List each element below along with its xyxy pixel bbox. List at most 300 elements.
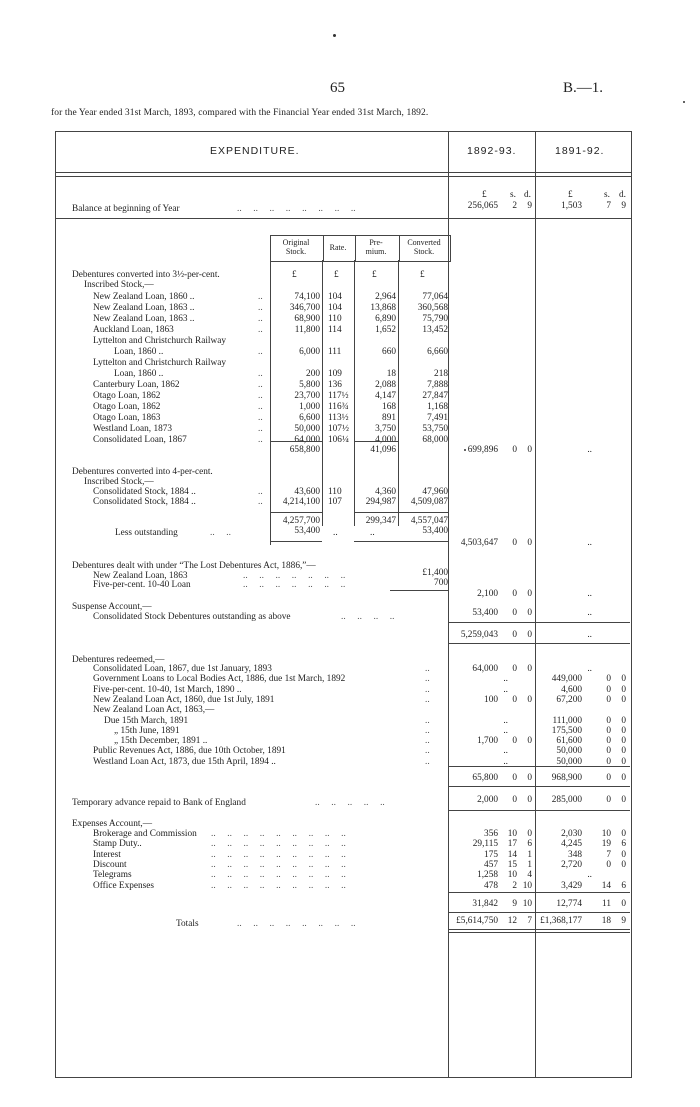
premium-header: mium. bbox=[365, 247, 387, 256]
redeemed-row-label: Consolidated Loan, 1867, due 1st January, 1893 bbox=[93, 664, 272, 674]
sec3-amount-pence: 0 bbox=[527, 589, 532, 599]
redeemed-1892-93-pounds: 100 bbox=[484, 694, 498, 705]
sec1-row-converted: 27,847 bbox=[422, 391, 448, 401]
section-subtitle: Inscribed Stock,— bbox=[84, 280, 154, 290]
expense-row-label: Telegrams bbox=[93, 870, 132, 881]
redeemed-row-label: New Zealand Loan Act, 1863,— bbox=[93, 705, 215, 716]
sec2-total-converted: 4,557,047 bbox=[410, 516, 448, 526]
expenditure-heading: EXPENDITURE. bbox=[210, 145, 300, 157]
suspense-1891-92: .. bbox=[587, 608, 592, 618]
ink-mark bbox=[683, 101, 685, 103]
redeemed-1891-92-pounds: 449,000 bbox=[551, 674, 582, 685]
expense-row-label: Discount bbox=[93, 859, 127, 870]
expense-1892-93-pounds: 29,115 bbox=[472, 839, 498, 850]
sec1-row-original: 68,900 bbox=[294, 314, 320, 324]
expenses-total-1892-93-shillings: 9 bbox=[512, 899, 517, 909]
sec1-amount-shillings: 0 bbox=[512, 445, 517, 455]
sec1-row-label: Otago Loan, 1862 bbox=[93, 402, 161, 412]
sec1-row-original: 5,800 bbox=[299, 380, 320, 390]
expense-1892-93-pounds: 457 bbox=[484, 859, 498, 870]
redeemed-1892-93: .. bbox=[503, 746, 508, 757]
leader-dots: .. .. .. .. .. .. .. bbox=[243, 571, 346, 581]
redeemed-total-1892-93-pounds: 65,800 bbox=[472, 773, 498, 783]
totals-1891-92-pence: 9 bbox=[621, 916, 626, 926]
sec1-row-label: Otago Loan, 1862 bbox=[93, 391, 161, 401]
advance-1891-92-pence: 0 bbox=[621, 795, 626, 805]
sec1-row-original: 64,000 bbox=[294, 435, 320, 445]
leader-dots: .. .. .. .. .. .. .. .. .. bbox=[211, 859, 346, 870]
sec2-row-premium: 294,987 bbox=[365, 497, 396, 507]
redeemed-row-label: Public Revenues Act, 1886, due 10th October, 1891 bbox=[93, 746, 286, 757]
section-title: Suspense Account,— bbox=[72, 602, 152, 612]
sec1-row-premium: 2,088 bbox=[375, 380, 396, 390]
total-rule bbox=[449, 892, 630, 893]
sec1-row-label: Loan, 1860 .. bbox=[114, 369, 164, 379]
leader-dots: .. bbox=[258, 380, 263, 390]
expenses-total-1892-93-pence: 10 bbox=[522, 899, 532, 909]
expense-1892-93-shillings: 2 bbox=[512, 880, 517, 891]
redeemed-1891-92-shillings: 0 bbox=[606, 684, 611, 695]
redeemed-1892-93-pence: 0 bbox=[527, 736, 532, 747]
redeemed-1892-93: .. bbox=[503, 756, 508, 767]
expense-1891-92-pence: 0 bbox=[621, 829, 626, 839]
sec3-amount-shillings: 0 bbox=[512, 589, 517, 599]
sec1-row-rate: 107½ bbox=[328, 424, 349, 434]
leader-dots: .. bbox=[258, 314, 263, 324]
expense-1891-92-pounds: 348 bbox=[568, 849, 582, 860]
sec1-row-original: 6,000 bbox=[299, 347, 320, 357]
less-premium: .. bbox=[370, 528, 375, 538]
expense-1891-92-shillings: 7 bbox=[606, 849, 611, 860]
sec1-row-label: Westland Loan, 1873 bbox=[93, 424, 173, 434]
sec1-row-label: New Zealand Loan, 1863 .. bbox=[93, 314, 195, 324]
sec1-row-label: Auckland Loan, 1863 bbox=[93, 325, 174, 335]
redeemed-row-label: „ 15th December, 1891 .. bbox=[114, 736, 208, 747]
redeemed-1891-92-pence: 0 bbox=[621, 736, 626, 747]
sec1-row-rate: 111 bbox=[328, 347, 342, 357]
sec1-row-premium: 6,890 bbox=[375, 314, 396, 324]
advance-1892-93-pounds: 2,000 bbox=[477, 795, 498, 805]
redeemed-row-label: Due 15th March, 1891 bbox=[104, 715, 189, 726]
expense-1892-93-pence: 10 bbox=[522, 880, 532, 891]
sec1-row-rate: 106¼ bbox=[328, 435, 349, 445]
sec1-amount-pence: 0 bbox=[527, 445, 532, 455]
column-divider bbox=[448, 131, 449, 1077]
sec1-row-original: 74,100 bbox=[294, 292, 320, 302]
total-rule bbox=[449, 810, 630, 811]
sec1-row-premium: 168 bbox=[382, 402, 396, 412]
sec1-row-converted: 7,888 bbox=[427, 380, 448, 390]
expense-1891-92-pounds: 4,245 bbox=[561, 839, 582, 850]
sec1-row-converted: 218 bbox=[434, 369, 448, 379]
redeemed-total-1891-92-pounds: 968,900 bbox=[551, 773, 582, 783]
rate-header: Rate. bbox=[329, 243, 347, 252]
leader-dots: .. bbox=[425, 746, 430, 757]
sec1-row-rate: 110 bbox=[328, 314, 342, 324]
converted-stock-header: Converted bbox=[407, 238, 441, 247]
sec1-row-premium: 1,652 bbox=[375, 325, 396, 335]
total-rule bbox=[449, 766, 630, 767]
redeemed-1892-93: .. bbox=[503, 715, 508, 726]
column-divider bbox=[535, 131, 536, 1077]
leader-dots: .. bbox=[425, 664, 430, 674]
redeemed-1892-93-pounds: 64,000 bbox=[472, 664, 498, 674]
suspense-amount-shillings: 0 bbox=[512, 608, 517, 618]
expense-1891-92-shillings: 19 bbox=[601, 839, 611, 850]
leader-dots: .. .. .. .. bbox=[341, 612, 395, 622]
leader-dots: .. .. .. .. .. .. .. bbox=[243, 580, 346, 590]
total-rule bbox=[449, 932, 630, 933]
sec1-row-label: Loan, 1860 .. bbox=[114, 347, 164, 357]
expense-1892-93-pence: 4 bbox=[527, 870, 532, 881]
sec1-row-original: 50,000 bbox=[294, 424, 320, 434]
totals-1891-92-shillings: 18 bbox=[601, 916, 611, 926]
leader-dots: .. bbox=[258, 391, 263, 401]
leader-dots: .. .. .. .. .. .. .. .. .. bbox=[211, 829, 346, 839]
leader-dots: .. bbox=[258, 435, 263, 445]
section-subtitle: Inscribed Stock,— bbox=[84, 477, 154, 487]
shillings-unit: s. bbox=[604, 190, 610, 200]
leader-dots: .. .. .. .. .. .. .. .. .. bbox=[211, 880, 346, 891]
sec1-row-converted: 360,568 bbox=[417, 303, 448, 313]
sec3-1891-92: .. bbox=[587, 589, 592, 599]
sec1-row-rate: 113½ bbox=[328, 413, 349, 423]
less-rate: .. bbox=[333, 528, 338, 538]
expense-1892-93-shillings: 17 bbox=[507, 839, 517, 850]
sec2-row-label: Consolidated Stock, 1884 .. bbox=[93, 497, 196, 507]
shillings-unit: s. bbox=[510, 190, 516, 200]
year-1891-92-heading: 1891-92. bbox=[555, 145, 605, 157]
year-1892-93-heading: 1892-93. bbox=[467, 145, 517, 157]
redeemed-1891-92-pence: 0 bbox=[621, 674, 626, 685]
redeemed-1891-92: .. bbox=[587, 664, 592, 674]
expense-1892-93-shillings: 15 bbox=[507, 859, 517, 870]
redeemed-1891-92-pence: 0 bbox=[621, 694, 626, 705]
redeemed-row-label: Westland Loan Act, 1873, due 15th April, 1894 .. bbox=[93, 756, 276, 767]
redeemed-1891-92-pounds: 111,000 bbox=[552, 715, 582, 726]
sec1-row-original: 6,600 bbox=[299, 413, 320, 423]
expense-1891-92-pence: 0 bbox=[621, 859, 626, 870]
leader-dots: .. bbox=[258, 424, 263, 434]
redeemed-1891-92-shillings: 0 bbox=[606, 725, 611, 736]
sec2-total-original: 4,257,700 bbox=[282, 516, 320, 526]
leader-dots: .. bbox=[258, 413, 263, 423]
redeemed-1891-92-shillings: 0 bbox=[606, 674, 611, 685]
report-code: B.—1. bbox=[563, 80, 604, 96]
subtotal-amount-pence: 0 bbox=[527, 630, 532, 640]
sec1-row-converted: 13,452 bbox=[422, 325, 448, 335]
leader-dots: .. .. .. .. .. bbox=[315, 798, 385, 808]
expense-1892-93-shillings: 10 bbox=[507, 829, 517, 839]
leader-dots: .. bbox=[425, 684, 430, 695]
expense-1892-93-pounds: 175 bbox=[484, 849, 498, 860]
leader-dots: .. .. .. .. .. .. .. .. .. bbox=[211, 849, 346, 860]
expense-1892-93-pence: 1 bbox=[527, 859, 532, 870]
sec1-row-converted: 77,064 bbox=[422, 292, 448, 302]
sec1-total-original: 658,800 bbox=[289, 445, 320, 455]
sec3-amount-pounds: 2,100 bbox=[477, 589, 498, 599]
sec1-row-original: 11,800 bbox=[294, 325, 320, 335]
total-rule bbox=[449, 786, 630, 787]
expense-1891-92-pence: 6 bbox=[621, 880, 626, 891]
leader-dots: .. bbox=[425, 715, 430, 726]
sec1-row-label: Lyttelton and Christchurch Railway bbox=[93, 358, 226, 368]
advance-label: Temporary advance repaid to Bank of England bbox=[72, 798, 246, 808]
expense-1891-92-pence: 6 bbox=[621, 839, 626, 850]
sec1-row-label: New Zealand Loan, 1860 .. bbox=[93, 292, 195, 302]
total-rule bbox=[449, 643, 630, 644]
redeemed-row-label: „ 15th June, 1891 bbox=[114, 725, 180, 736]
balance-label: Balance at beginning of Year bbox=[72, 204, 180, 214]
expense-1891-92-pounds: 2,030 bbox=[561, 829, 582, 839]
advance-1892-93-shillings: 0 bbox=[512, 795, 517, 805]
expense-row-label: Brokerage and Commission bbox=[93, 829, 197, 839]
subtotal-amount-shillings: 0 bbox=[512, 630, 517, 640]
stock-column-divider bbox=[322, 260, 323, 526]
redeemed-row-label: Government Loans to Local Bodies Act, 1886, due 1st March, 1892 bbox=[93, 674, 346, 685]
sec1-1891-92: .. bbox=[587, 445, 592, 455]
total-rule bbox=[270, 512, 322, 513]
expense-1892-93-shillings: 14 bbox=[507, 849, 517, 860]
sec1-row-label: Otago Loan, 1863 bbox=[93, 413, 161, 423]
pence-unit: d. bbox=[619, 190, 626, 200]
leader-dots: .. bbox=[258, 303, 263, 313]
row-rule bbox=[55, 218, 631, 219]
pence-unit: d. bbox=[524, 190, 531, 200]
less-original: 53,400 bbox=[294, 526, 320, 536]
sec1-row-label: New Zealand Loan, 1863 .. bbox=[93, 303, 195, 313]
section-title: Debentures redeemed,— bbox=[72, 655, 165, 665]
redeemed-1891-92-pounds: 50,000 bbox=[556, 756, 582, 767]
totals-1892-93-pence: 7 bbox=[527, 916, 532, 926]
section-title: Expenses Account,— bbox=[72, 819, 153, 829]
expense-1891-92-shillings: 0 bbox=[606, 859, 611, 870]
balance-1891-92-pence: 9 bbox=[621, 201, 626, 211]
expense-1891-92-shillings: 14 bbox=[601, 880, 611, 891]
sec1-row-original: 200 bbox=[306, 369, 320, 379]
redeemed-1892-93: .. bbox=[503, 725, 508, 736]
redeemed-1891-92-pounds: 4,600 bbox=[561, 684, 582, 695]
pound-symbol: £ bbox=[334, 270, 339, 280]
sec2-row-label: Consolidated Stock, 1884 .. bbox=[93, 487, 196, 497]
redeemed-1891-92-shillings: 0 bbox=[606, 756, 611, 767]
sec1-row-label: Lyttelton and Christchurch Railway bbox=[93, 336, 226, 346]
leader-dots: .. bbox=[258, 347, 263, 357]
sec2-amount-pounds: 4,503,647 bbox=[460, 538, 498, 548]
balance-1891-92-shillings: 7 bbox=[606, 201, 611, 211]
premium-header: Pre- bbox=[369, 238, 383, 247]
total-rule bbox=[354, 512, 449, 513]
expense-row-label: Office Expenses bbox=[93, 880, 155, 891]
sec1-row-rate: 136 bbox=[328, 380, 342, 390]
pound-symbol: £ bbox=[372, 270, 377, 280]
sec1-row-rate: 109 bbox=[328, 369, 342, 379]
redeemed-1891-92-pence: 0 bbox=[621, 725, 626, 736]
expense-1891-92-shillings: 10 bbox=[601, 829, 611, 839]
suspense-label: Consolidated Stock Debentures outstanding as above bbox=[93, 612, 291, 622]
balance-1891-92-pounds: 1,503 bbox=[561, 201, 582, 211]
redeemed-1892-93-pence: 0 bbox=[527, 694, 532, 705]
sec2-row-converted: 47,960 bbox=[422, 487, 448, 497]
sec1-row-premium: 4,000 bbox=[375, 435, 396, 445]
leader-dots: .. bbox=[425, 674, 430, 685]
suspense-amount-pounds: 53,400 bbox=[472, 608, 498, 618]
leader-dots: .. bbox=[425, 725, 430, 736]
redeemed-1891-92-shillings: 0 bbox=[606, 746, 611, 757]
leader-dots: .. bbox=[258, 292, 263, 302]
sec1-row-converted: 7,491 bbox=[427, 413, 448, 423]
stock-column-divider bbox=[270, 260, 271, 545]
totals-1891-92-pounds: £1,368,177 bbox=[540, 916, 582, 926]
sec1-row-premium: 3,750 bbox=[375, 424, 396, 434]
sec1-row-premium: 2,964 bbox=[375, 292, 396, 302]
sec1-row-premium: 891 bbox=[382, 413, 396, 423]
expenses-total-1891-92-pence: 0 bbox=[621, 899, 626, 909]
expense-1891-92-pounds: 3,429 bbox=[561, 880, 582, 891]
redeemed-row-label: New Zealand Loan Act, 1860, due 1st July, 1891 bbox=[93, 694, 275, 705]
leader-dots: .. bbox=[425, 736, 430, 747]
leader-dots: .. .. .. .. .. .. .. .. bbox=[237, 204, 356, 214]
sec2-1891-92: .. bbox=[587, 538, 592, 548]
redeemed-1892-93-pence: 0 bbox=[527, 664, 532, 674]
less-outstanding-label: Less outstanding bbox=[115, 528, 178, 538]
expenses-total-1891-92-shillings: 11 bbox=[602, 899, 611, 909]
redeemed-total-1891-92-pence: 0 bbox=[621, 773, 626, 783]
redeemed-1892-93: .. bbox=[503, 684, 508, 695]
sec1-row-rate: 117½ bbox=[328, 391, 349, 401]
expense-1891-92-pence: 0 bbox=[621, 849, 626, 860]
section-title: Debentures converted into 3½-per-cent. bbox=[72, 270, 220, 280]
sec1-row-premium: 13,868 bbox=[370, 303, 396, 313]
balance-1892-93-shillings: 2 bbox=[512, 201, 517, 211]
original-stock-header: Stock. bbox=[285, 247, 307, 256]
sec1-row-converted: 53,750 bbox=[422, 424, 448, 434]
ink-mark bbox=[464, 449, 466, 451]
redeemed-1892-93-pounds: 1,700 bbox=[477, 736, 498, 747]
leader-dots: .. bbox=[425, 756, 430, 767]
redeemed-1892-93-shillings: 0 bbox=[512, 736, 517, 747]
lost-debenture-value: £1,400 bbox=[422, 568, 448, 578]
sec1-row-rate: 114 bbox=[328, 325, 342, 335]
balance-1892-93-pounds: 256,065 bbox=[467, 201, 498, 211]
sec1-row-label: Canterbury Loan, 1862 bbox=[93, 380, 180, 390]
advance-1891-92-pounds: 285,000 bbox=[551, 795, 582, 805]
redeemed-1891-92-shillings: 0 bbox=[606, 715, 611, 726]
sec2-row-original: 4,214,100 bbox=[282, 497, 320, 507]
total-rule bbox=[449, 912, 630, 913]
ink-mark bbox=[333, 34, 336, 37]
expense-1892-93-pence: 0 bbox=[527, 829, 532, 839]
redeemed-1892-93-shillings: 0 bbox=[512, 694, 517, 705]
advance-1892-93-pence: 0 bbox=[527, 795, 532, 805]
leader-dots: .. bbox=[258, 402, 263, 412]
redeemed-1891-92-pence: 0 bbox=[621, 715, 626, 726]
sec2-row-rate: 110 bbox=[328, 487, 342, 497]
redeemed-1892-93: .. bbox=[503, 674, 508, 685]
pound-symbol: £ bbox=[292, 270, 297, 280]
sec1-row-rate: 104 bbox=[328, 292, 342, 302]
total-rule bbox=[270, 541, 322, 542]
stock-column-divider bbox=[398, 260, 399, 526]
sec1-row-premium: 660 bbox=[382, 347, 396, 357]
leader-dots: .. .. bbox=[210, 528, 231, 538]
page-caption: for the Year ended 31st March, 1893, compared with the Financial Year ended 31st March, 1892. bbox=[51, 108, 429, 118]
redeemed-1891-92-pence: 0 bbox=[621, 746, 626, 757]
lost-debenture-label: New Zealand Loan, 1863 bbox=[93, 571, 188, 581]
lost-debenture-value: 700 bbox=[434, 578, 448, 588]
sec1-row-rate: 116¾ bbox=[328, 402, 349, 412]
subtotal-1891-92: .. bbox=[587, 630, 592, 640]
pound-symbol: £ bbox=[420, 270, 425, 280]
suspense-amount-pence: 0 bbox=[527, 608, 532, 618]
expenses-total-1891-92-pounds: 12,774 bbox=[556, 899, 582, 909]
totals-label: Totals bbox=[176, 919, 199, 929]
redeemed-1891-92-pounds: 67,200 bbox=[556, 694, 582, 705]
sec1-row-premium: 18 bbox=[386, 369, 396, 379]
total-rule bbox=[390, 590, 449, 591]
advance-1891-92-shillings: 0 bbox=[606, 795, 611, 805]
sec2-row-rate: 107 bbox=[328, 497, 342, 507]
redeemed-1891-92-pence: 0 bbox=[621, 684, 626, 695]
leader-dots: .. bbox=[258, 325, 263, 335]
expense-1891-92: .. bbox=[587, 870, 592, 881]
total-rule bbox=[354, 541, 449, 542]
sec1-row-converted: 68,000 bbox=[422, 435, 448, 445]
sec1-amount-pounds: 699,896 bbox=[467, 445, 498, 455]
expense-1892-93-pounds: 478 bbox=[484, 880, 498, 891]
subtotal-amount-pounds: 5,259,043 bbox=[460, 630, 498, 640]
sec1-row-original: 346,700 bbox=[289, 303, 320, 313]
expense-1892-93-pence: 6 bbox=[527, 839, 532, 850]
leader-dots: .. bbox=[258, 369, 263, 379]
sec2-row-original: 43,600 bbox=[294, 487, 320, 497]
expenses-total-1892-93-pounds: 31,842 bbox=[472, 899, 498, 909]
expense-1892-93-pounds: 1,258 bbox=[477, 870, 498, 881]
less-converted: 53,400 bbox=[422, 526, 448, 536]
sec1-row-label: Consolidated Loan, 1867 bbox=[93, 435, 187, 445]
total-rule bbox=[270, 441, 322, 442]
expense-1892-93-pounds: 356 bbox=[484, 829, 498, 839]
sec2-amount-shillings: 0 bbox=[512, 538, 517, 548]
expense-1892-93-shillings: 10 bbox=[507, 870, 517, 881]
lost-debenture-label: Five-per-cent. 10-40 Loan bbox=[93, 580, 191, 590]
total-rule bbox=[354, 441, 398, 442]
expense-1892-93-pence: 1 bbox=[527, 849, 532, 860]
section-title: Debentures dealt with under “The Lost Debentures Act, 1886,”— bbox=[72, 561, 316, 571]
leader-dots: .. .. .. .. .. .. .. .. .. bbox=[211, 870, 346, 881]
expense-row-label: Interest bbox=[93, 849, 121, 860]
sec1-row-converted: 1,168 bbox=[427, 402, 448, 412]
stock-column-divider bbox=[354, 260, 355, 526]
leader-dots: .. .. .. .. .. .. .. .. bbox=[237, 919, 356, 929]
redeemed-1891-92-pence: 0 bbox=[621, 756, 626, 767]
redeemed-total-1892-93-shillings: 0 bbox=[512, 773, 517, 783]
header-rule bbox=[55, 172, 631, 173]
redeemed-1892-93-shillings: 0 bbox=[512, 664, 517, 674]
header-rule bbox=[55, 176, 631, 177]
section-title: Debentures converted into 4-per-cent. bbox=[72, 467, 213, 477]
page-number: 65 bbox=[330, 80, 345, 96]
redeemed-1891-92-shillings: 0 bbox=[606, 694, 611, 705]
pounds-unit: £ bbox=[482, 190, 487, 200]
pounds-unit: £ bbox=[568, 190, 573, 200]
leader-dots: .. .. .. .. .. .. .. .. .. bbox=[211, 839, 346, 850]
redeemed-total-1891-92-shillings: 0 bbox=[606, 773, 611, 783]
sec1-row-original: 1,000 bbox=[299, 402, 320, 412]
totals-1892-93-shillings: 12 bbox=[507, 916, 517, 926]
redeemed-row-label: Five-per-cent. 10-40, 1st March, 1890 .. bbox=[93, 684, 242, 695]
sec1-row-rate: 104 bbox=[328, 303, 342, 313]
